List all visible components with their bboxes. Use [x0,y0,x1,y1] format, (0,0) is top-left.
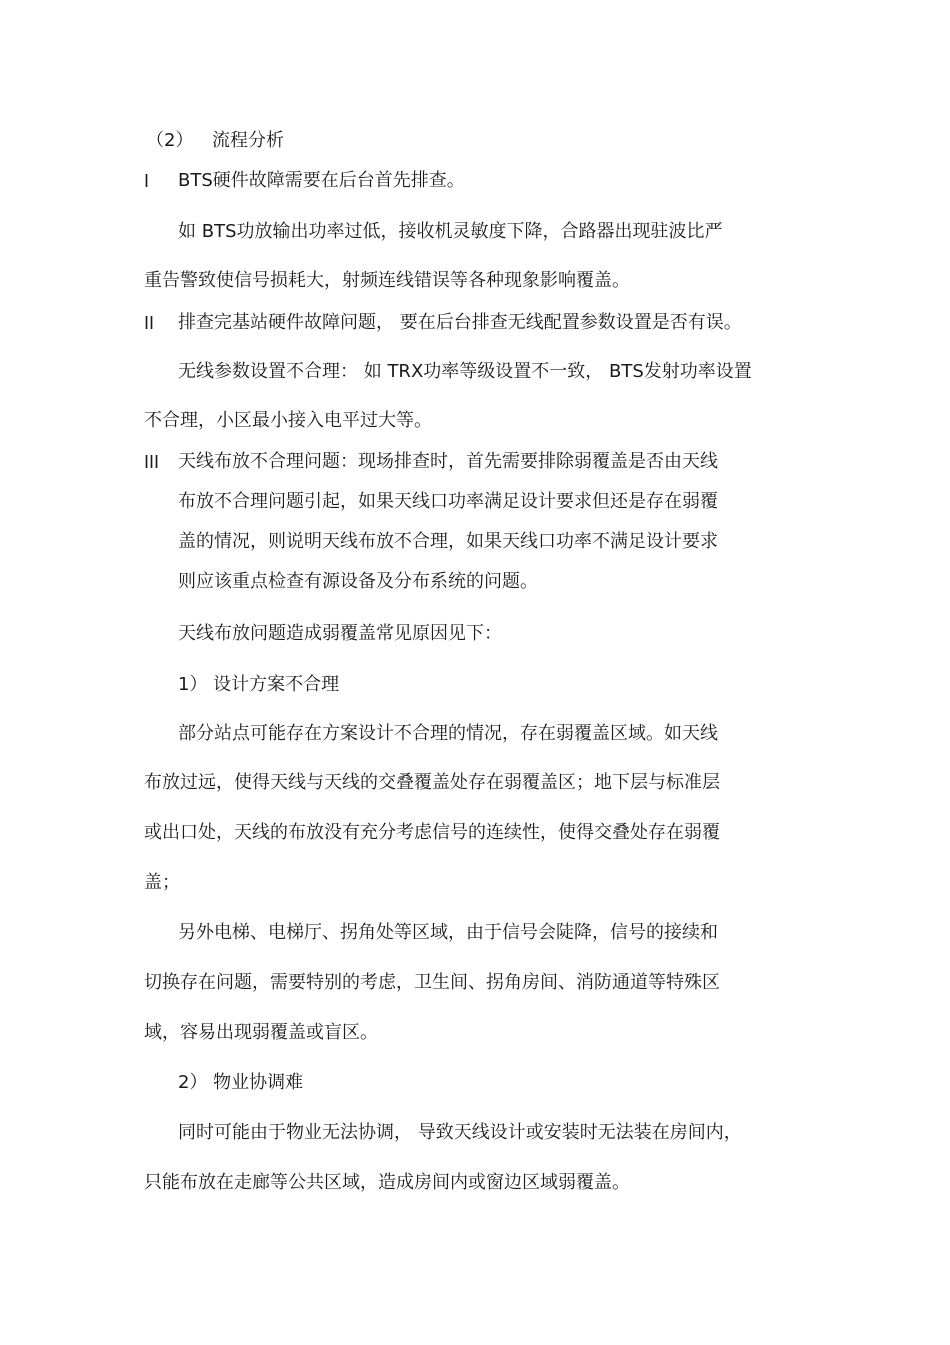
item-marker-2: II [144,313,155,333]
cause-2-label: 2） 物业协调难 [178,1072,304,1093]
item-1-line: 如 BTS功放输出功率过低，接收机灵敏度下降，合路器出现驻波比严 [178,221,723,242]
cause-1-label: 1） 设计方案不合理 [178,674,340,695]
item-1-line: 重告警致使信号损耗大，射频连线错误等各种现象影响覆盖。 [144,270,630,291]
cause-1-line: 域，容易出现弱覆盖或盲区。 [144,1022,378,1043]
cause-1-line: 切换存在问题，需要特别的考虑，卫生间、拐角房间、消防通道等特殊区 [144,972,720,993]
section-number: （2） [146,130,194,151]
item-3-line: 天线布放不合理问题：现场排查时，首先需要排除弱覆盖是否由天线 [178,451,718,472]
cause-1-line: 部分站点可能存在方案设计不合理的情况，存在弱覆盖区域。如天线 [178,723,718,744]
cause-1-line: 或出口处，天线的布放没有充分考虑信号的连续性，使得交叠处存在弱覆 [144,822,720,843]
cause-2-line: 只能布放在走廊等公共区域，造成房间内或窗边区域弱覆盖。 [144,1172,630,1193]
item-3-line: 盖的情况，则说明天线布放不合理，如果天线口功率不满足设计要求 [178,531,718,552]
cause-1-line: 布放过远，使得天线与天线的交叠覆盖处存在弱覆盖区；地下层与标准层 [144,772,720,793]
item-marker-3: III [144,452,160,472]
item-3-line: 布放不合理问题引起，如果天线口功率满足设计要求但还是存在弱覆 [178,491,718,512]
item-2-line: 不合理，小区最小接入电平过大等。 [144,410,432,431]
cause-1-line: 另外电梯、电梯厅、拐角处等区域，由于信号会陡降，信号的接续和 [178,922,718,943]
cause-1-line: 盖； [144,872,180,893]
item-2-line: 无线参数设置不合理： 如 TRX功率等级设置不一致， BTS发射功率设置 [178,361,752,382]
item-3-intro: 天线布放问题造成弱覆盖常见原因见下： [178,623,502,644]
item-marker-1: I [144,171,150,191]
item-3-line: 则应该重点检查有源设备及分布系统的问题。 [178,571,538,592]
section-title: 流程分析 [212,130,284,151]
item-2-heading: 排查完基站硬件故障问题， 要在后台排查无线配置参数设置是否有误。 [178,312,742,333]
item-1-heading: BTS硬件故障需要在后台首先排查。 [178,170,465,191]
cause-2-line: 同时可能由于物业无法协调， 导致天线设计或安装时无法装在房间内， [178,1122,742,1143]
